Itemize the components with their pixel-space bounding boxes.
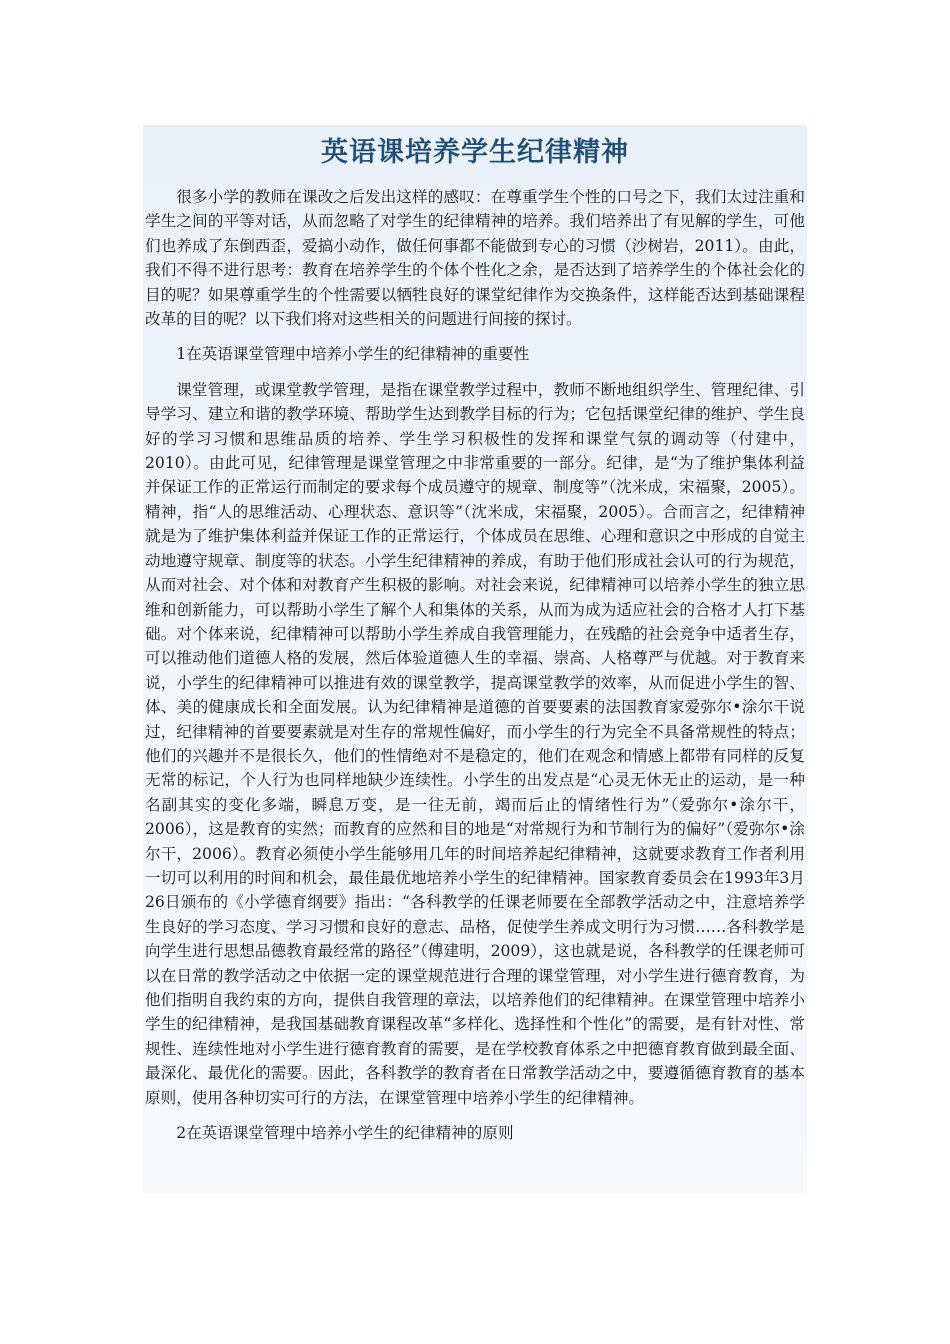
document-body — [143, 173, 807, 1145]
document-page — [143, 125, 807, 1193]
section-heading-1: 1在英语课堂管理中培养小学生的纪律精神的重要性 — [176, 345, 530, 364]
intro-paragraph: 很多小学的教师在课改之后发出这样的感叹：在尊重学生个性的口号之下，我们太过注重和学生之间的平等对话，从而忽略了对学生的纪律精神的培养。我们培养出了有见解的学生，可他们也养成了东倒西歪，爱搞小动作，做任何事都不能做到专心的习惯（沙树岩，2011）。由此，我们不得不进行思考：教育在培养学生的个体个性化之余，是否达到了培养学生的个体社会化的目的呢？如果尊重学生的个性需要以牺牲良好的课堂纪律作为交换条件，这样能否达到基础课程改革的目的呢？以下我们将对这些相关的问题进行间接的探讨。 — [145, 188, 805, 329]
section-heading-2: 2在英语课堂管理中培养小学生的纪律精神的原则 — [176, 1124, 514, 1143]
section-1-paragraph: 课堂管理，或课堂教学管理，是指在课堂教学过程中，教师不断地组织学生、管理纪律、引导学习、建立和谐的教学环境、帮助学生达到教学目标的行为；它包括课堂纪律的维护、学生良好的学习习惯和思维品质的培养、学生学习积极性的发挥和课堂气氛的调动等（付建中，2010）。由此可见，纪律管理是课堂管理之中非常重要的一部分。纪律，是“为了维护集体利益并保证工作的正常运行而制定的要求每个成员遵守的规章、制度等”（沈米成，宋福聚，2005）。精神，指“人的思维活动、心理状态、意识等”（沈米成，宋福聚，2005）。合而言之，纪律精神就是为了维护集体利益并保证工作的正常运行，个体成员在思维、心理和意识之中形成的自觉主动地遵守规章、制度等的状态。小学生纪律精神的养成，有助于他们形成社会认可的行为规范，从而对社会、对个体和对教育产生积极的影响。对社会来说，纪律精神可以培养小学生的独立思维和创新能力，可以帮助小学生了解个人和集体的关系，从而为成为适应社会的合格才人打下基础。对个体来说，纪律精神可以帮助小学生养成自我管理能力，在残酷的社会竞争中适者生存，可以推动他们道德人格的发展，然后体验道德人生的幸福、崇高、人格尊严与优越。对于教育来说，小学生的纪律精神可以推进有效的课堂教学，提高课堂教学的效率，从而促进小学生的智、体、美的健康成长和全面发展。认为纪律精神是道德的首要要素的法国教育家爱弥尔•涂尔干说过，纪律精神的首要要素就是对生存的常规性偏好，而小学生的行为完全不具备常规性的特点；他们的兴趣并不是很长久，他们的性情绝对不是稳定的，他们在观念和情感上都带有同样的反复无常的标记，个人行为也同样地缺少连续性。小学生的出发点是“心灵无休无止的运动，是一种名副其实的变化多端，瞬息万变，是一往无前，竭而后止的情绪性行为”（爱弥尔•涂尔干，2006），这是教育的实然；而教育的应然和目的地是“对常规行为和节制行为的偏好”（爱弥尔•涂尔干，2006）。教育必须使小学生能够用几年的时间培养起纪律精神，这就要求教育工作者利用一切可以利用的时间和机会，最佳最优地培养小学生的纪律精神。国家教育委员会在1993年3月26日颁布的《小学德育纲要》指出：“各科教学的任课老师要在全部教学活动之中，注意培养学生良好的学习态度、学习习惯和良好的意志、品格，促使学生养成文明行为习惯……各科教学是向学生进行思想品德教育最经常的路径”（傅建明，2009），这也就是说，各科教学的任课老师可以在日常的教学活动之中依据一定的课堂规范进行合理的课堂管理，对小学生进行德育教育，为他们指明自我约束的方向，提供自我管理的章法，以培养他们的纪律精神。在课堂管理中培养小学生的纪律精神，是我国基础教育课程改革“多样化、选择性和个性化”的需要，是有针对性、常规性、连续性地对小学生进行德育教育的需要，是在学校教育体系之中把德育教育做到最全面、最深化、最优化的需要。因此，各科教学的教育者在日常教学活动之中，要遵循德育教育的基本原则，使用各种切实可行的方法，在课堂管理中培养小学生的纪律精神。 — [145, 380, 805, 1107]
document-title: 英语课培养学生纪律精神 — [321, 137, 629, 168]
